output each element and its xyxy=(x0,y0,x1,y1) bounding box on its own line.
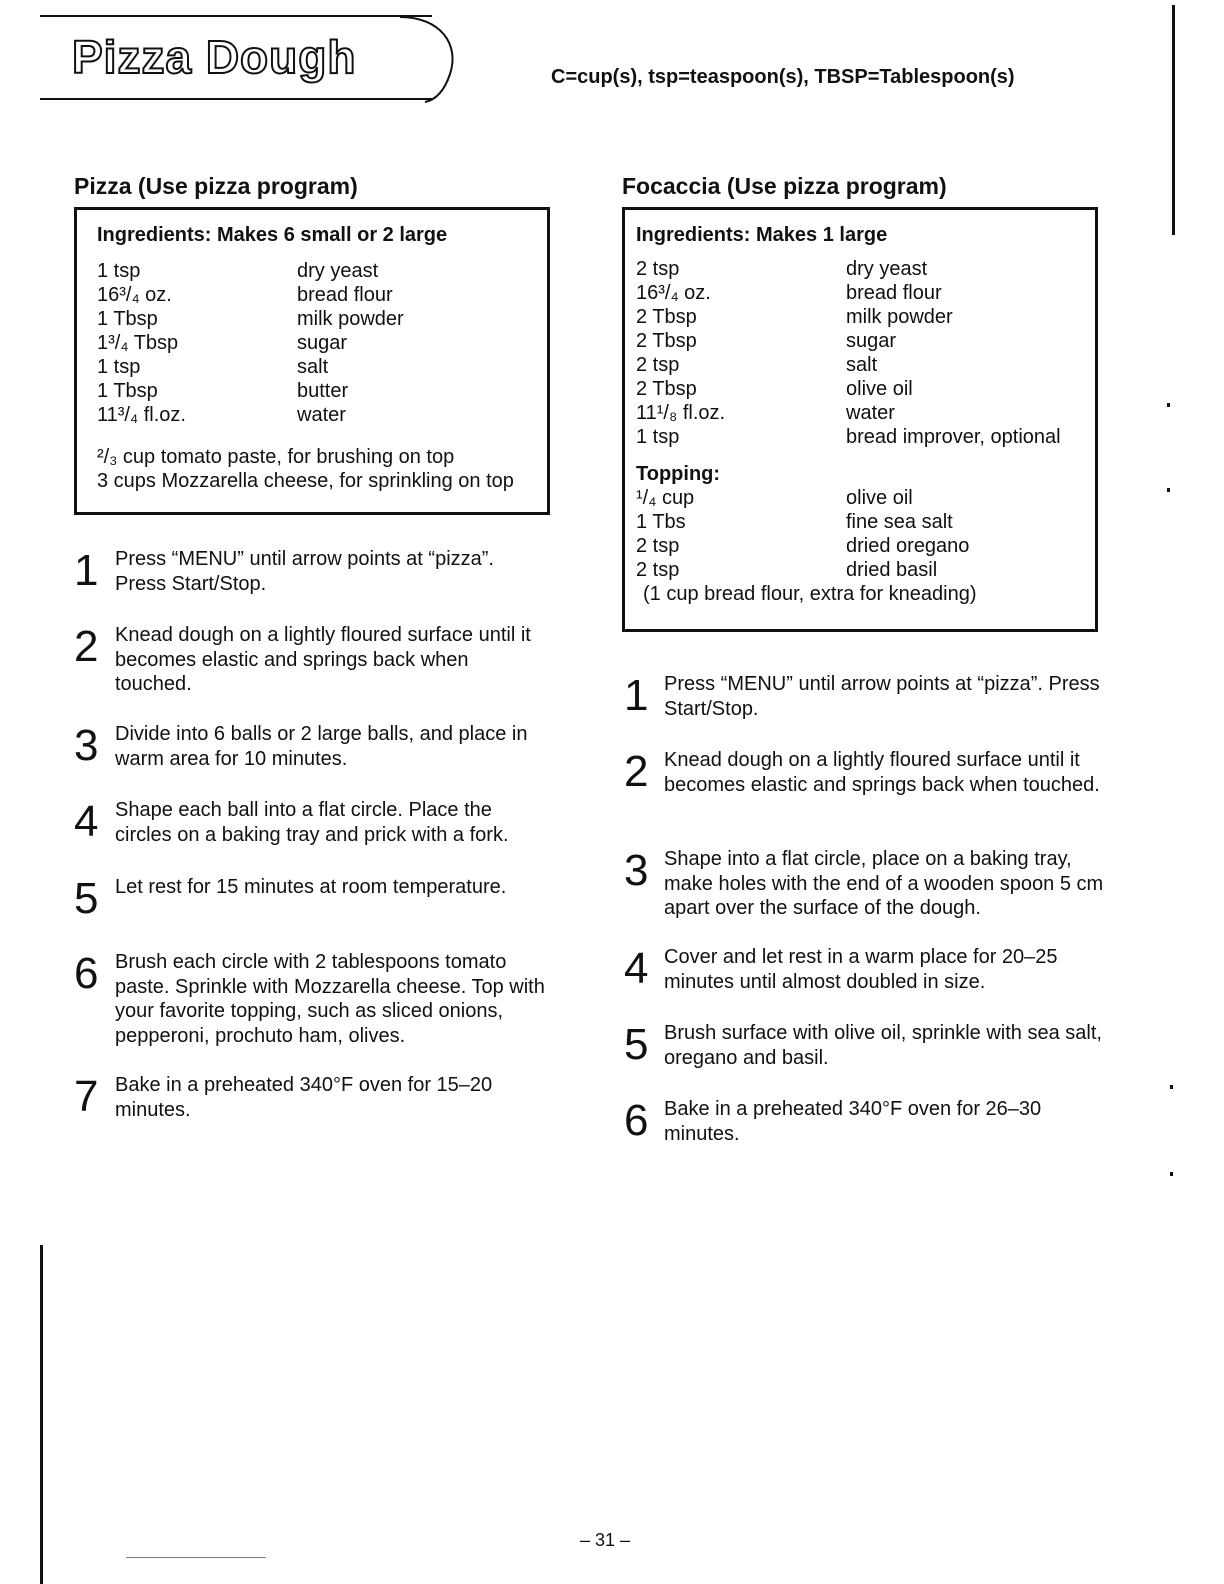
pizza-step-text: Brush each circle with 2 tablespoons tomato paste. Sprinkle with Mozzarella cheese. Top with your favorite topping, such as sliced onions, pepperoni, prochuto ham, olives. xyxy=(115,951,545,1047)
focaccia-ingredient-row xyxy=(636,329,1061,353)
focaccia-ingredient-row xyxy=(636,305,1061,329)
focaccia-topping-qty: 1 Tbs xyxy=(636,511,686,533)
pizza-ingredient-item: bread flour xyxy=(297,284,393,306)
pizza-ingredients-heading: Ingredients: Makes 6 small or 2 large xyxy=(97,224,448,246)
pizza-step-text: Divide into 6 balls or 2 large balls, and place in warm area for 10 minutes. xyxy=(115,723,528,770)
focaccia-step-number: 3 xyxy=(624,846,649,895)
focaccia-ingredient-item: bread improver, optional xyxy=(846,426,1061,448)
focaccia-step-text: Shape into a flat circle, place on a baking tray, make holes with the end of a wooden spoon 5 cm apart over the surface of the dough. xyxy=(664,848,1104,919)
pizza-step-number: 4 xyxy=(74,797,99,846)
focaccia-ingredient-qty: 2 tsp xyxy=(636,258,680,280)
pizza-step-text: Shape each ball into a flat circle. Place the circles on a baking tray and prick with a fork. xyxy=(115,799,509,846)
focaccia-ingredient-row xyxy=(636,281,1061,305)
pizza-ingredient-item: sugar xyxy=(297,332,348,354)
pizza-step-text: Bake in a preheated 340°F oven for 15–20 minutes. xyxy=(115,1074,493,1121)
pizza-ingredient-row xyxy=(97,403,404,427)
left-margin-rule xyxy=(40,1245,43,1584)
pizza-ingredient-qty: 1 Tbsp xyxy=(97,308,158,330)
focaccia-step-text: Cover and let rest in a warm place for 20–25 minutes until almost doubled in size. xyxy=(664,946,1058,993)
focaccia-step-number: 1 xyxy=(624,671,649,720)
pizza-ingredient-row xyxy=(97,331,404,355)
focaccia-step-number: 5 xyxy=(624,1020,649,1069)
pizza-ingredient-row xyxy=(97,307,404,331)
pizza-ingredient-qty: 1 tsp xyxy=(97,356,141,378)
pizza-ingredient-qty: 1 tsp xyxy=(97,260,141,282)
pizza-step-number: 2 xyxy=(74,622,99,671)
pizza-ingredient-item: dry yeast xyxy=(297,260,379,282)
pizza-section-title: Pizza (Use pizza program) xyxy=(74,173,358,199)
focaccia-step-text: Knead dough on a lightly floured surface until it becomes elastic and springs back when touched. xyxy=(664,749,1100,796)
focaccia-ingredient-qty: 2 Tbsp xyxy=(636,330,697,352)
pizza-note-cheese: 3 cups Mozzarella cheese, for sprinkling on top xyxy=(97,470,514,492)
focaccia-topping-row xyxy=(636,558,969,582)
bottom-rule xyxy=(126,1557,266,1558)
focaccia-step-number: 4 xyxy=(624,944,649,993)
pizza-ingredient-item: milk powder xyxy=(297,308,404,330)
focaccia-topping-item: dried oregano xyxy=(846,535,970,557)
pizza-ingredient-row xyxy=(97,355,404,379)
focaccia-ingredient-qty: 11¹/₈ fl.oz. xyxy=(636,402,726,424)
pizza-ingredient-row xyxy=(97,379,404,403)
focaccia-topping-qty: ¹/₄ cup xyxy=(636,487,695,509)
focaccia-topping-row xyxy=(636,486,969,510)
abbreviations-legend: C=cup(s), tsp=teaspoon(s), TBSP=Tablespoon(s) xyxy=(551,66,1015,88)
focaccia-ingredient-row xyxy=(636,401,1061,425)
header-top-rule xyxy=(40,15,432,17)
focaccia-ingredient-row xyxy=(636,257,1061,281)
focaccia-topping-item: olive oil xyxy=(846,487,913,509)
pizza-ingredient-qty: 1 Tbsp xyxy=(97,380,158,402)
pizza-notes xyxy=(97,445,547,493)
pizza-ingredient-item: butter xyxy=(297,380,349,402)
margin-dot xyxy=(1167,403,1170,407)
pizza-ingredient-qty: 1³/₄ Tbsp xyxy=(97,332,179,354)
margin-dot xyxy=(1170,1085,1173,1089)
focaccia-ingredient-row xyxy=(636,425,1061,449)
focaccia-ingredient-item: salt xyxy=(846,354,878,376)
focaccia-topping-row xyxy=(636,510,969,534)
focaccia-section-title: Focaccia (Use pizza program) xyxy=(622,173,947,199)
focaccia-topping-qty: 2 tsp xyxy=(636,535,680,557)
focaccia-ingredient-qty: 16³/₄ oz. xyxy=(636,282,711,304)
pizza-ingredient-row xyxy=(97,259,404,283)
pizza-note-tomato: ²/₃ cup tomato paste, for brushing on top xyxy=(97,446,455,468)
focaccia-ingredient-qty: 2 Tbsp xyxy=(636,306,697,328)
focaccia-ingredient-qty: 2 Tbsp xyxy=(636,378,697,400)
pizza-step-number: 1 xyxy=(74,546,99,595)
focaccia-step-text: Brush surface with olive oil, sprinkle with sea salt, oregano and basil. xyxy=(664,1022,1102,1069)
pizza-ingredients-box xyxy=(74,207,550,515)
focaccia-ingredient-item: olive oil xyxy=(846,378,913,400)
header-bottom-rule xyxy=(40,98,432,100)
focaccia-topping-heading: Topping: xyxy=(636,463,721,485)
focaccia-ingredients-box xyxy=(622,207,1098,632)
focaccia-topping-item: fine sea salt xyxy=(846,511,953,533)
margin-dot xyxy=(1167,488,1170,492)
pizza-ingredient-item: water xyxy=(297,404,346,426)
pizza-step-number: 5 xyxy=(74,874,99,923)
focaccia-ingredients-table xyxy=(636,257,1061,449)
pizza-step-text: Press “MENU” until arrow points at “pizza”. Press Start/Stop. xyxy=(115,548,494,595)
focaccia-ingredients-heading: Ingredients: Makes 1 large xyxy=(636,224,888,246)
focaccia-step-number: 2 xyxy=(624,747,649,796)
pizza-ingredient-qty: 11³/₄ fl.oz. xyxy=(97,404,186,426)
header-tab-curve xyxy=(400,14,470,124)
focaccia-ingredient-item: sugar xyxy=(846,330,897,352)
pizza-step-number: 6 xyxy=(74,949,99,998)
focaccia-step-text: Bake in a preheated 340°F oven for 26–30 minutes. xyxy=(664,1098,1042,1145)
pizza-step-number: 7 xyxy=(74,1072,99,1121)
margin-dot xyxy=(1170,1172,1173,1176)
focaccia-step-text: Press “MENU” until arrow points at “pizza”. Press Start/Stop. xyxy=(664,673,1100,720)
focaccia-ingredient-row xyxy=(636,353,1061,377)
focaccia-ingredient-item: water xyxy=(846,402,895,424)
pizza-step-number: 3 xyxy=(74,721,99,770)
focaccia-topping-note: (1 cup bread flour, extra for kneading) xyxy=(643,583,977,605)
pizza-ingredient-row xyxy=(97,283,404,307)
page-title: Pizza Dough xyxy=(72,31,357,83)
focaccia-topping-row xyxy=(636,534,969,558)
pizza-ingredient-qty: 16³/₄ oz. xyxy=(97,284,172,306)
focaccia-ingredient-item: dry yeast xyxy=(846,258,928,280)
focaccia-ingredient-item: milk powder xyxy=(846,306,953,328)
focaccia-ingredient-item: bread flour xyxy=(846,282,942,304)
focaccia-topping-qty: 2 tsp xyxy=(636,559,680,581)
focaccia-step-number: 6 xyxy=(624,1096,649,1145)
focaccia-ingredient-qty: 1 tsp xyxy=(636,426,680,448)
focaccia-ingredient-qty: 2 tsp xyxy=(636,354,680,376)
pizza-step-text: Knead dough on a lightly floured surface until it becomes elastic and springs back when touched. xyxy=(115,624,531,695)
pizza-ingredients-table xyxy=(97,259,404,427)
pizza-ingredient-item: salt xyxy=(297,356,329,378)
page-number: – 31 – xyxy=(580,1530,631,1550)
right-margin-rule xyxy=(1172,5,1175,235)
pizza-step-text: Let rest for 15 minutes at room temperature. xyxy=(115,876,507,898)
focaccia-topping-table xyxy=(636,486,969,582)
focaccia-topping-item: dried basil xyxy=(846,559,938,581)
focaccia-ingredient-row xyxy=(636,377,1061,401)
